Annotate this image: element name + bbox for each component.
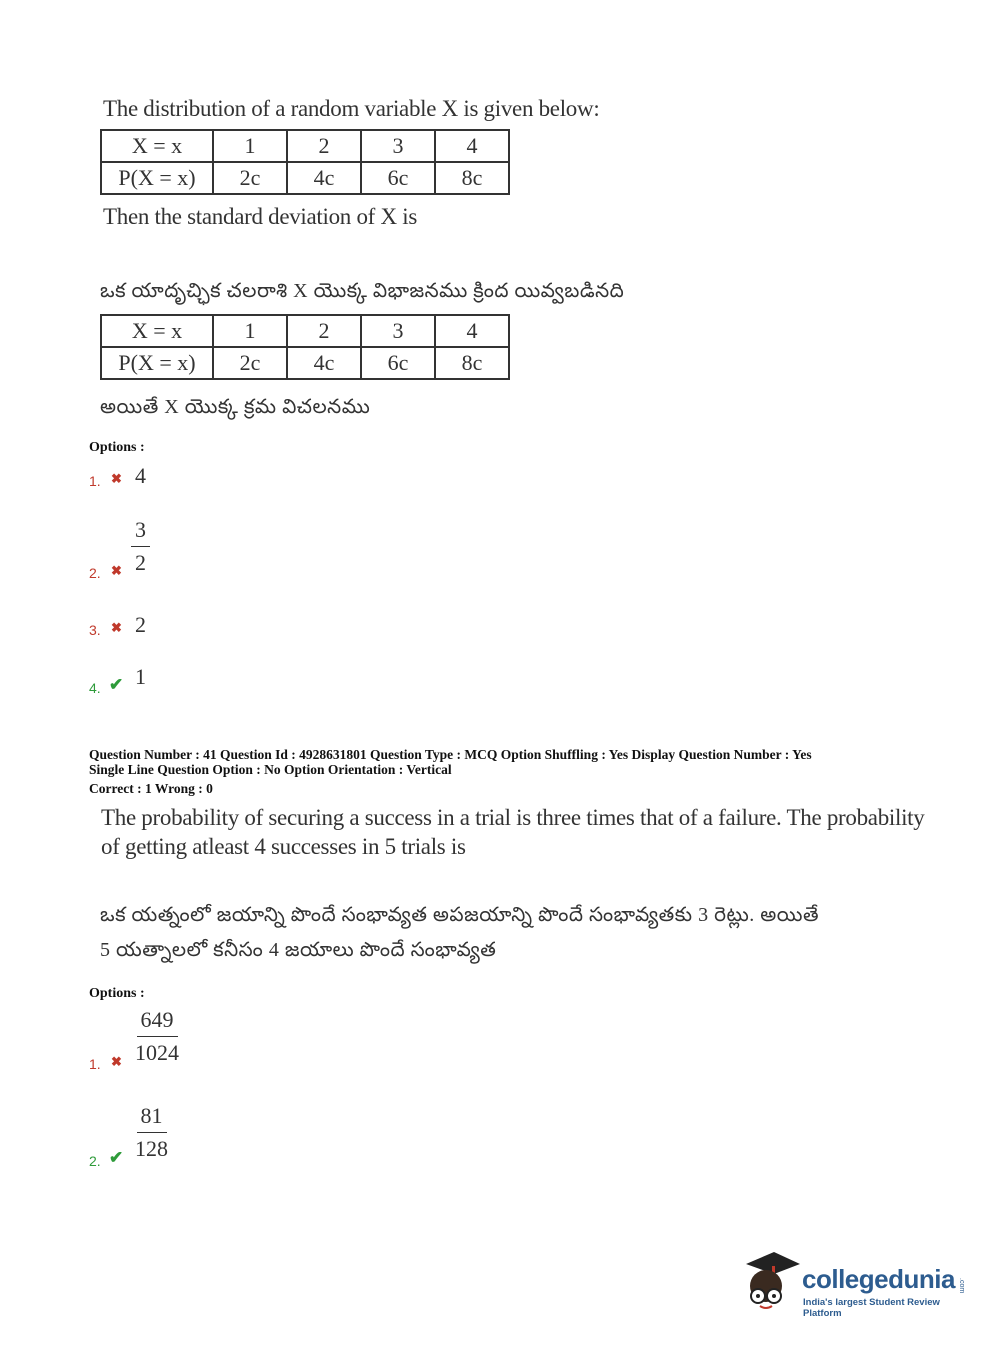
table-row — [101, 130, 509, 162]
option-number: 1. — [89, 473, 101, 489]
logo-tagline: India's largest Student Review Platform — [803, 1297, 940, 1319]
correct-check-icon: ✔ — [109, 1148, 124, 1167]
table-row — [101, 162, 509, 194]
table-cell: 2 — [287, 315, 361, 347]
table-cell: X = x — [101, 315, 213, 347]
q40-followup-te: అయితే X యొక్క క్రమ విచలనము — [100, 396, 371, 418]
option-fraction — [131, 1103, 172, 1162]
option-number: 1. — [89, 1056, 101, 1072]
table-cell: 6c — [361, 162, 435, 194]
table-cell: P(X = x) — [101, 162, 213, 194]
table-cell: 3 — [361, 315, 435, 347]
wrong-mark-icon: ✖ — [111, 563, 122, 578]
table-cell: 4c — [287, 347, 361, 379]
table-cell: 6c — [361, 347, 435, 379]
table-cell: P(X = x) — [101, 347, 213, 379]
option-value: 4 — [135, 463, 146, 488]
q41-statement-en-line2: of getting atleast 4 successes in 5 trials is — [101, 834, 466, 859]
collegedunia-logo[interactable] — [740, 1250, 970, 1320]
fraction-numerator: 3 — [131, 517, 150, 547]
table-row — [101, 347, 509, 379]
logo-wordmark: collegedunia — [802, 1264, 955, 1294]
question-meta-line1: Question Number : 41 Question Id : 4928631801 Question Type : MCQ Option Shuffling : Yes Display Question Number : Yes — [89, 747, 812, 762]
table-cell: X = x — [101, 130, 213, 162]
q40-statement-te: ఒక యాదృచ్ఛిక చలరాశి X యొక్క విభాజనము క్రింద యివ్వబడినది — [100, 280, 625, 302]
q40-statement-en: The distribution of a random variable X is given below: — [103, 96, 600, 121]
option-fraction — [131, 517, 150, 576]
option-number: 4. — [89, 680, 101, 696]
table-cell: 2c — [213, 162, 287, 194]
wrong-mark-icon: ✖ — [111, 471, 122, 486]
fraction-numerator: 81 — [137, 1103, 167, 1133]
table-cell: 2c — [213, 347, 287, 379]
correct-check-icon: ✔ — [109, 675, 124, 694]
fraction-denominator: 1024 — [135, 1040, 179, 1065]
fraction-numerator: 649 — [137, 1007, 178, 1037]
option-value: 2 — [135, 612, 146, 637]
table-cell: 8c — [435, 347, 509, 379]
q41-statement-te-line1: ఒక యత్నంలో జయాన్ని పొందే సంభావ్యత అపజయాన్ని పొందే సంభావ్యతకు 3 రెట్లు. అయితే — [100, 904, 820, 926]
table-cell: 4c — [287, 162, 361, 194]
table-cell: 2 — [287, 130, 361, 162]
q41-statement-en-line1: The probability of securing a success in a trial is three times that of a failure. The probability — [101, 805, 925, 830]
options-label: Options : — [89, 440, 145, 455]
question-score: Correct : 1 Wrong : 0 — [89, 781, 213, 796]
distribution-table-te — [100, 314, 510, 380]
option-number: 3. — [89, 622, 101, 638]
fraction-denominator: 128 — [135, 1136, 168, 1161]
q40-followup-en: Then the standard deviation of X is — [103, 204, 417, 229]
distribution-table-en — [100, 129, 510, 195]
option-fraction — [131, 1007, 183, 1066]
table-cell: 4 — [435, 130, 509, 162]
fraction-denominator: 2 — [135, 550, 146, 575]
question-meta-line2: Single Line Question Option : No Option Orientation : Vertical — [89, 762, 452, 777]
logo-domain-suffix: .com — [958, 1278, 965, 1294]
option-number: 2. — [89, 1153, 101, 1169]
table-cell: 1 — [213, 315, 287, 347]
option-value: 1 — [135, 664, 146, 689]
mascot-icon — [740, 1250, 802, 1312]
q41-statement-te-line2: 5 యత్నాలలో కనీసం 4 జయాలు పొందే సంభావ్యత — [100, 939, 497, 961]
table-cell: 8c — [435, 162, 509, 194]
wrong-mark-icon: ✖ — [111, 620, 122, 635]
table-cell: 1 — [213, 130, 287, 162]
option-number: 2. — [89, 565, 101, 581]
options-label: Options : — [89, 986, 145, 1001]
table-row — [101, 315, 509, 347]
wrong-mark-icon: ✖ — [111, 1054, 122, 1069]
table-cell: 3 — [361, 130, 435, 162]
table-cell: 4 — [435, 315, 509, 347]
